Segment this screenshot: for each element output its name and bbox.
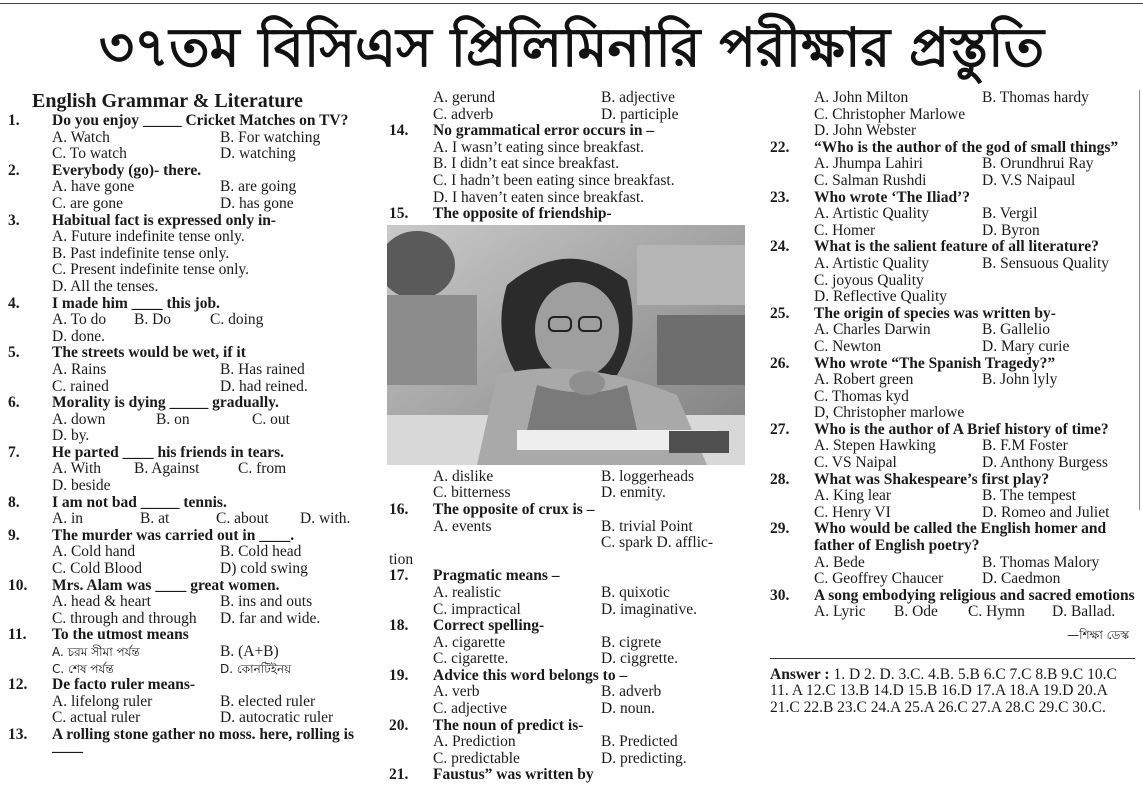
options	[52, 412, 378, 429]
options	[52, 594, 378, 627]
options	[814, 555, 1135, 588]
question-text: Correct spelling-	[433, 617, 545, 635]
column-2	[389, 90, 759, 784]
options	[433, 635, 759, 668]
option-b: B. Predicted	[601, 733, 678, 751]
option-b: B. Cold head	[220, 543, 302, 561]
option-a: A. Cold hand	[52, 543, 136, 561]
question-number: 20.	[389, 716, 409, 734]
question-20	[389, 718, 759, 768]
option-b: B. The tempest	[982, 487, 1076, 505]
answer-text: 1. D 2. D. 3.C. 4.B. 5.B 6.C 7.C 8.B 9.C 10.C 11. A 12.C 13.B 14.D 15.B 16.D 17.A 18.A 19.D 20.A 21.C 22.B 23.C 24.A 25.A 26.C 27.A 28.C 29.C 30.C.	[770, 665, 1117, 716]
question-3	[8, 213, 378, 296]
option-c: C. spark	[601, 534, 653, 552]
option-d: D. John Webster	[814, 122, 917, 140]
option-a: A. Future indefinite tense only.	[52, 228, 245, 246]
exam-student-photo	[387, 225, 745, 465]
question-number: 9.	[8, 526, 20, 544]
options	[433, 90, 759, 123]
option-a: A. Rains	[52, 360, 107, 378]
question-text: What is the salient feature of all literature?	[814, 238, 1099, 256]
option-a: A. realistic	[433, 583, 502, 601]
question-text: I made him ____ this job.	[52, 294, 220, 312]
question-number: 5.	[8, 344, 20, 362]
option-a: A. gerund	[433, 89, 495, 106]
option-a: A. Bede	[814, 553, 865, 571]
option-d: D, Christopher marlowe	[814, 404, 965, 422]
options	[52, 179, 378, 212]
option-c: C. Homer	[814, 221, 876, 239]
question-text: The noun of predict is-	[433, 716, 584, 734]
option-d: D. done.	[52, 327, 105, 345]
right-edge-rule	[1139, 90, 1140, 510]
options	[433, 469, 759, 502]
option-b: B. I didn’t eat since breakfast.	[433, 155, 620, 173]
option-a: A. Watch	[52, 128, 110, 146]
question-27	[770, 422, 1135, 472]
options	[52, 461, 378, 478]
option-d: D. I haven’t eaten since breakfast.	[433, 188, 645, 206]
options	[814, 156, 1135, 189]
question-10	[8, 578, 378, 628]
option-b: B. are going	[220, 178, 297, 196]
question-23	[770, 190, 1135, 240]
option-c: C. Geoffrey Chaucer	[814, 570, 944, 588]
question-text: Faustus” was written by	[433, 766, 594, 784]
question-number: 17.	[389, 567, 409, 585]
question-11	[8, 627, 378, 677]
options	[52, 544, 378, 577]
option-c: C. through and through	[52, 609, 197, 627]
answer-divider	[770, 658, 1135, 659]
options	[52, 362, 378, 395]
question-15	[389, 206, 759, 223]
question-number: 1.	[8, 112, 20, 129]
question-number: 24.	[770, 238, 790, 256]
question-number: 19.	[389, 666, 409, 684]
question-text: The murder was carried out in ____.	[52, 526, 295, 544]
option-c: C. are gone	[52, 194, 124, 212]
question-14	[389, 123, 759, 206]
question-number: 8.	[8, 493, 20, 511]
option-d: D. autocratic ruler	[220, 709, 334, 727]
options	[433, 519, 759, 552]
question-text: A song embodying religious and sacred emotions	[814, 586, 1135, 604]
option-c: C. adverb	[433, 105, 494, 123]
option-d-continued: tion	[389, 550, 414, 568]
question-text: Advice this word belongs to –	[433, 666, 628, 684]
question-12	[8, 677, 378, 727]
option-cd	[601, 535, 759, 552]
option-a: A. John Milton	[814, 89, 909, 106]
question-21-options	[770, 90, 1135, 140]
options	[52, 511, 378, 528]
question-1	[8, 113, 378, 163]
top-rule	[0, 3, 1143, 4]
question-text: I am not bad _____ tennis.	[52, 493, 227, 511]
question-text: Mrs. Alam was ____ great women.	[52, 576, 280, 594]
options	[814, 438, 1135, 471]
option-d: D. with.	[300, 510, 351, 528]
options	[52, 694, 378, 727]
option-a: A. down	[52, 410, 106, 428]
option-d: D. by.	[52, 427, 90, 445]
question-number: 29.	[770, 520, 790, 538]
question-18	[389, 618, 759, 668]
option-a: A. dislike	[433, 467, 494, 485]
option-c: C. শেষ পর্যন্ত	[52, 661, 114, 676]
option-c: C. about	[216, 510, 269, 528]
question-number: 11.	[8, 626, 27, 644]
question-text: Do you enjoy _____ Cricket Matches on TV?	[52, 112, 349, 129]
question-text: To the utmost means	[52, 626, 189, 644]
question-24	[770, 239, 1135, 305]
question-26	[770, 356, 1135, 422]
byline-credit: —শিক্ষা ডেস্ক	[1067, 628, 1129, 642]
option-a: A. Prediction	[433, 733, 516, 751]
options	[52, 130, 378, 163]
option-b: B. Past indefinite tense only.	[52, 244, 230, 262]
option-b: B. ins and outs	[220, 593, 313, 611]
option-d: D. Romeo and Juliet	[982, 503, 1110, 521]
answer-key	[770, 667, 1135, 717]
question-15-options	[389, 469, 759, 502]
option-a: A. in	[52, 510, 83, 528]
question-number: 2.	[8, 161, 20, 179]
column-1	[8, 90, 378, 760]
option-d: D. afflic-	[656, 534, 714, 552]
option-c: C. Present indefinite tense only.	[52, 261, 250, 279]
question-8	[8, 495, 378, 528]
option-a: A. verb	[433, 683, 480, 701]
option-b: B. Vergil	[982, 205, 1038, 223]
question-text: The opposite of crux is –	[433, 500, 595, 518]
option-b: B. adjective	[601, 89, 676, 106]
question-13	[8, 727, 378, 760]
option-b: B. Orundhrui Ray	[982, 155, 1094, 173]
option-c: C. I hadn’t been eating since breakfast.	[433, 171, 675, 189]
question-7	[8, 445, 378, 495]
option-b: B. Thomas Malory	[982, 553, 1100, 571]
option-d: D. Ballad.	[1052, 603, 1116, 621]
option-a: A. King lear	[814, 487, 892, 505]
option-c: C. Henry VI	[814, 503, 891, 521]
question-number: 7.	[8, 443, 20, 461]
option-b: B. F.M Foster	[982, 437, 1068, 455]
options	[433, 585, 759, 618]
option-c: C. To watch	[52, 145, 127, 163]
question-number: 26.	[770, 354, 790, 372]
question-text: A rolling stone gather no moss. here, rolling is ——	[52, 725, 354, 760]
question-text: “Who is the author of the god of small things”	[814, 138, 1119, 156]
question-2	[8, 163, 378, 213]
option-d: D. participle	[601, 105, 679, 123]
option-d: D. beside	[52, 477, 111, 495]
option-c: C. VS Naipal	[814, 454, 897, 472]
option-b: B. at	[140, 510, 170, 528]
options	[814, 256, 1135, 273]
option-c: C. adjective	[433, 700, 508, 718]
question-13-options	[389, 90, 759, 123]
question-28	[770, 472, 1135, 522]
question-text: No grammatical error occurs in –	[433, 122, 655, 140]
option-a: A. Robert green	[814, 371, 914, 389]
question-number: 16.	[389, 500, 409, 518]
question-text: What was Shakespeare’s first play?	[814, 470, 1050, 488]
question-29	[770, 521, 1135, 587]
option-d: D. Reflective Quality	[814, 288, 947, 306]
option-c: C. bitterness	[433, 484, 511, 502]
option-c: C. cigarette.	[433, 650, 509, 668]
options	[814, 372, 1135, 389]
option-d: D. ciggrette.	[601, 650, 679, 668]
question-text: Pragmatic means –	[433, 567, 560, 585]
question-text: Habitual fact is expressed only in-	[52, 211, 277, 229]
options	[814, 206, 1135, 239]
option-b: B. Ode	[894, 603, 938, 621]
option-d: D. watching	[220, 145, 296, 163]
options	[52, 312, 378, 329]
question-number: 23.	[770, 188, 790, 206]
option-c: C. Salman Rushdi	[814, 171, 927, 189]
option-c: C. actual ruler	[52, 709, 141, 727]
option-c: C. impractical	[433, 600, 521, 618]
option-a: A. events	[433, 517, 492, 535]
option-a: A. Artistic Quality	[814, 254, 929, 272]
option-c: C. Newton	[814, 337, 882, 355]
question-number: 30.	[770, 586, 790, 604]
option-d: D. far and wide.	[220, 609, 321, 627]
question-30	[770, 588, 1135, 621]
option-d: D. Caedmon	[982, 570, 1061, 588]
option-d: D. Anthony Burgess	[982, 454, 1108, 472]
option-d: D. V.S Naipaul	[982, 171, 1076, 189]
option-d: D. predicting.	[601, 749, 687, 767]
page-headline: ৩৭তম বিসিএস প্রিলিমিনারি পরীক্ষার প্রস্তুতি	[98, 16, 1045, 79]
question-number: 12.	[8, 676, 28, 694]
option-c: C. Hymn	[968, 603, 1025, 621]
option-c: C. predictable	[433, 749, 520, 767]
option-b: B. Thomas hardy	[982, 89, 1089, 106]
question-text: Who wrote “The Spanish Tragedy?”	[814, 354, 1056, 372]
option-b: B. Gallelio	[982, 321, 1051, 339]
option-c: C. Cold Blood	[52, 560, 143, 578]
option-d: D. কোনটিইনয়	[220, 661, 292, 676]
question-16	[389, 502, 759, 552]
option-a: A. চরম সীমা পর্যন্ত	[52, 645, 140, 659]
option-a: A. have gone	[52, 178, 135, 196]
column-3	[770, 90, 1135, 716]
option-b: B. trivial Point	[601, 517, 693, 535]
option-b: B. Do	[134, 311, 172, 329]
option-a: A. With	[52, 460, 102, 478]
option-d: D. had reined.	[220, 377, 308, 395]
question-number: 6.	[8, 394, 20, 412]
option-a: A. Stepen Hawking	[814, 437, 936, 455]
question-number: 22.	[770, 138, 790, 156]
option-c: C. Thomas kyd	[814, 387, 909, 405]
question-19	[389, 668, 759, 718]
question-21	[389, 767, 759, 784]
option-d: D) cold swing	[220, 560, 308, 578]
question-text: The origin of species was written by-	[814, 304, 1056, 322]
question-text: Everybody (go)- there.	[52, 161, 202, 179]
option-b: B. cigrete	[601, 633, 662, 651]
question-17	[389, 568, 759, 618]
question-5	[8, 345, 378, 395]
question-25	[770, 306, 1135, 356]
question-number: 27.	[770, 420, 790, 438]
option-d: D. has gone	[220, 194, 294, 212]
question-number: 10.	[8, 576, 28, 594]
question-text: The streets would be wet, if it	[52, 344, 246, 362]
question-text: Who wrote ‘The Iliad’?	[814, 188, 971, 206]
option-a: A. To do	[52, 311, 107, 329]
option-b: B. (A+B)	[220, 643, 279, 660]
options	[814, 90, 1135, 107]
question-number: 21.	[389, 766, 409, 784]
question-6	[8, 395, 378, 445]
answer-label: Answer :	[770, 665, 830, 683]
option-a: A. Lyric	[814, 603, 866, 621]
question-number: 28.	[770, 470, 790, 488]
option-b: B. Sensuous Quality	[982, 254, 1110, 272]
question-text: Who would be called the English homer and father of English poetry?	[814, 520, 1107, 555]
option-b: B. quixotic	[601, 583, 670, 601]
option-d: D. Mary curie	[982, 337, 1070, 355]
options	[52, 644, 378, 677]
question-9	[8, 528, 378, 578]
option-b: B. adverb	[601, 683, 662, 701]
option-a: A. cigarette	[433, 633, 506, 651]
option-c: C. joyous Quality	[814, 271, 924, 289]
option-d: D. enmity.	[601, 484, 666, 502]
option-b: B. Against	[134, 460, 200, 478]
option-c: C. Christopher Marlowe	[814, 105, 966, 123]
options	[433, 684, 759, 717]
option-a: A. I wasn’t eating since breakfast.	[433, 138, 645, 156]
section-title: English Grammar & Literature	[32, 90, 303, 112]
question-number: 15.	[389, 205, 409, 223]
question-text: He parted ____ his friends in tears.	[52, 443, 285, 461]
option-a: A. Jhumpa Lahiri	[814, 155, 923, 173]
question-text: Who is the author of A Brief history of time?	[814, 420, 1109, 438]
option-b: B. loggerheads	[601, 467, 694, 485]
option-b: B. For watching	[220, 128, 321, 146]
option-b: B. John lyly	[982, 371, 1058, 389]
question-number: 18.	[389, 617, 409, 635]
question-4	[8, 296, 378, 346]
option-b: B. Has rained	[220, 360, 305, 378]
question-number: 13.	[8, 725, 28, 743]
option-a: A. Charles Darwin	[814, 321, 931, 339]
option-c: C. rained	[52, 377, 109, 395]
question-22	[770, 140, 1135, 190]
options	[433, 734, 759, 767]
question-text: The opposite of friendship-	[433, 205, 612, 223]
options	[814, 322, 1135, 355]
option-a: A. lifelong ruler	[52, 692, 153, 710]
options	[814, 488, 1135, 521]
option-a: A. head & heart	[52, 593, 151, 611]
option-b: B. on	[156, 410, 190, 428]
option-c: C. doing	[210, 311, 264, 329]
option-d: D. imaginative.	[601, 600, 697, 618]
option-b: B. elected ruler	[220, 692, 316, 710]
question-number: 14.	[389, 122, 409, 140]
option-a: A. Artistic Quality	[814, 205, 929, 223]
question-number: 3.	[8, 211, 20, 229]
question-text: De facto ruler means-	[52, 676, 196, 694]
question-text: Morality is dying _____ gradually.	[52, 394, 279, 412]
option-c: C. from	[238, 460, 287, 478]
options	[814, 604, 1135, 621]
student-writing-illustration	[387, 225, 745, 465]
option-c: C. out	[252, 410, 290, 428]
option-d: D. Byron	[982, 221, 1040, 239]
option-d: D. noun.	[601, 700, 655, 718]
question-number: 25.	[770, 304, 790, 322]
option-d: D. All the tenses.	[52, 277, 159, 295]
question-number: 4.	[8, 294, 20, 312]
